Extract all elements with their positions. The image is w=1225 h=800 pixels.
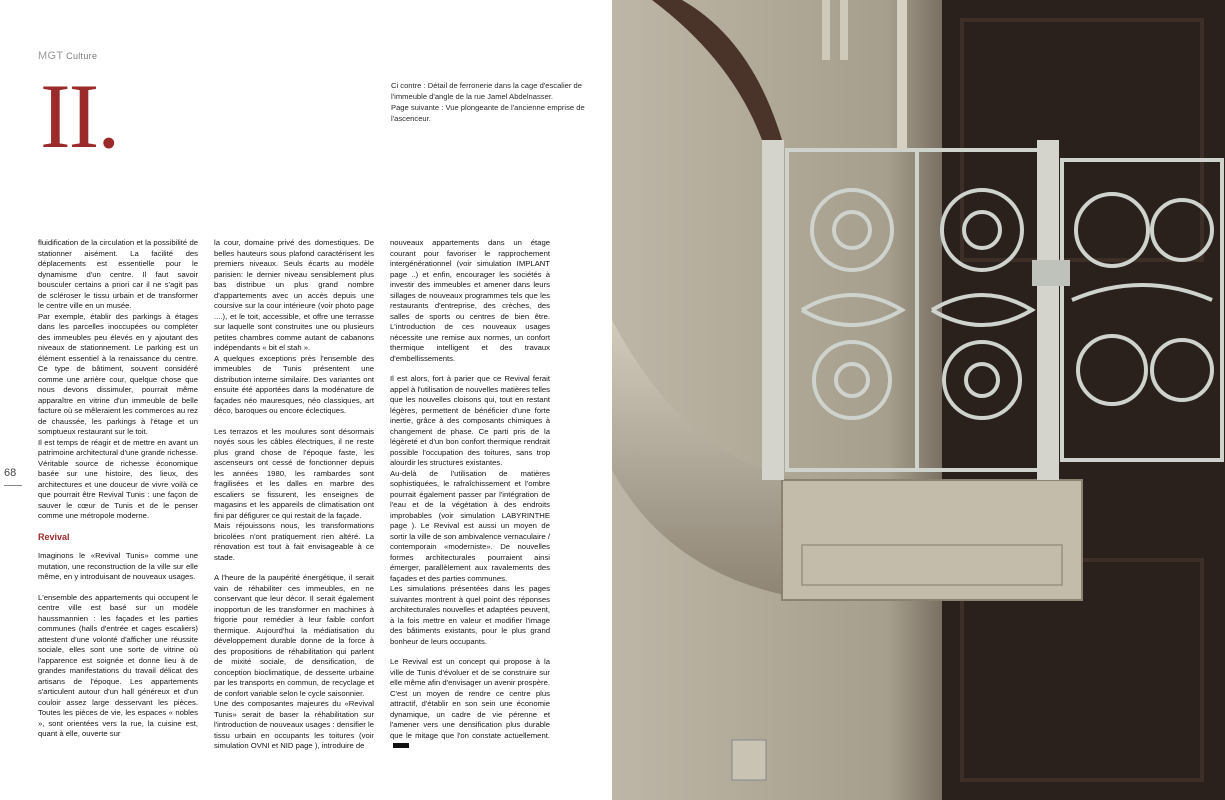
gas-meter bbox=[732, 740, 766, 780]
magazine-header bbox=[38, 50, 97, 62]
chapter-number: II. bbox=[40, 65, 119, 167]
caption-line-2: Page suivante : Vue plongeante de l'ancienne emprise de l'ascenceur. bbox=[391, 103, 585, 123]
paragraph: A l'heure de la paupérité énergétique, il serait vain de réhabiliter ces immeubles, en ne conservant que leur décor. Il serait également inopportun de les transformer en machines à frigorie pour remédier à leur faible confort thermique. Aujourd'hui la médiatisation du développement durable donne de la force à des propositions de réhabilitation qui parlent de mixité sociale, de densification, de conception bioclimatique, de desserte urbaine par les transports en commun, de recyclage et de confort variable selon le cycle saisonnier. bbox=[214, 573, 374, 698]
closing-paragraph: Le Revival est un concept qui propose à la ville de Tunis d'évoluer et de se construire sur elle même afin d'envisager un avenir prospère. C'est un moyen de rendre ce centre plus attractif, d'établir en son sein une économie dynamique, un cadre de vie pérenne et l'amener vers une densification plus durable que le mitage que l'on constate actuellement. bbox=[390, 657, 550, 740]
page-number-rule bbox=[4, 485, 22, 486]
text-column-2 bbox=[214, 238, 374, 752]
paragraph bbox=[390, 657, 550, 752]
gate-latch bbox=[1032, 260, 1070, 286]
photo-ironwork-staircase bbox=[612, 0, 1225, 800]
text-column-3 bbox=[390, 238, 550, 752]
paragraph: Par exemple, établir des parkings à étages dans les parcelles inoccupées ou compléter des immeubles peu élevés en y ajoutant des niveaux de stationnement. Le parking est un élément essentiel à la renaissance du centre. Ce type de bâtiment, souvent considéré comme une arrière cour, quelque chose que nous devons dissimuler, pourrait même apparaître en vitrine d'un immeuble de belle facture où se mêleraient les commerces au rez de chaussée, les parkings à l'étage et un somptueux restaurant sur le toit. bbox=[38, 311, 198, 436]
railing-post bbox=[762, 140, 784, 480]
paragraph: Les terrazos et les moulures sont désormais noyés sous les câbles électriques, il ne reste plus grand chose de l'époque faste, les ascenseurs ont cessé de fonctionner depuis les années 1980, les rambardes sont fragilisées et les dalles en marbre des escaliers se fissurent, les enseignes de magasins et les appareils de climatisation ont fini par défigurer ce qui restait de la façade. bbox=[214, 426, 374, 520]
photo-illustration bbox=[612, 0, 1225, 800]
text-column-1 bbox=[38, 238, 198, 740]
paragraph: Il est temps de réagir et de mettre en avant un patrimoine architectural d'une grande richesse. Véritable source de richesse économique basée sur une histoire, des lieux, des architectures et une douceur de vivre voilà ce que pourrait être Revival Tunis : une façon de sauver le cœur de Tunis et de le penser comme une métropole moderne. bbox=[38, 437, 198, 520]
paragraph: Au-delà de l'utilisation de matières sophistiquées, le rafraîchissement et l'ombre pourrait également passer par l'intégration de l'eau et de la végétation à des endroits improbables (voir simulation LABYRINTHE page ). Le Revival est aussi un moyen de sortir la ville de son ambivalence vernaculaire / contemporain «moderniste». De nouvelles formes architecturales pourraient ainsi émerger, parallèlement aux ravalements des façades et des parties communes. bbox=[390, 468, 550, 583]
paragraph: Une des composantes majeures du «Revival Tunis» serait de baser la réhabilitation sur l'introduction de nouveaux usages : densifier le tissu urbain en occupants les toitures (voir simulation OVNI et NID page ), introduire de bbox=[214, 699, 374, 750]
end-of-article-mark bbox=[393, 743, 409, 748]
brand-logo: MGT bbox=[38, 50, 64, 62]
paragraph: A quelques exceptions près l'ensemble des immeubles de Tunis présentent une distribution interne similaire. Des variantes ont ensuite été apportées dans la modénature de façades néo mauresques, néo classiques, art déco, baroques ou encore éclectiques. bbox=[214, 353, 374, 415]
paragraph: la cour, domaine privé des domestiques. De belles hauteurs sous plafond caractérisent les premiers niveaux. Seuls écarts au modèle parisien: le dernier niveau sensiblement plus bas distribue un plus grand nombre d'appartements avec un accès depuis une coursive sur la cour intérieure (voir photo page ....), et le toit, accessible, et offre une terrasse sur laquelle sont construites une ou plusieurs petites chambres comme autant de cabanons indépendants « bit el stah ». bbox=[214, 238, 374, 352]
paragraph: Les simulations présentées dans les pages suivantes montrent à quel point des réponses architecturales nouvelles et adaptées peuvent, à la fois mettre en valeur et modifier l'image des bâtiments existants, pour le plus grand bonheur de leurs occupants. bbox=[390, 584, 550, 646]
paragraph: nouveaux appartements dans un étage courant pour favoriser le rapprochement intergénérationnel (voir simulation IMPLANT page ..) et enfin, encourager les sociétés à investir des immeubles et amener dans leurs sillages de nouveaux programmes tels que les restaurants d'entreprise, des crèches, des salles de sports ou centres de bien être. L'introduction de ces nouveaux usages nécessite une remise aux normes, un confort thermique intelligent et des travaux d'embellissements. bbox=[390, 238, 550, 363]
paragraph: L'ensemble des appartements qui occupent le centre ville est basé sur un modèle haussmannien : les façades et les parties communes (halls d'entrée et cages escaliers) attestent d'une volonté d'afficher une réussite sociale, elles sont une sorte de vitrine où l'apparence est soignée et donne lieu à de grandes manifestations du travail délicat des artisans de l'époque. Les appartements s'articulent autour d'un hall généreux et d'un couloir assez large desservant les pièces. Toutes les pièces de vie, les espaces « nobles », sont orientées vers la rue, la cuisine est, quant à elle, ouverte sur bbox=[38, 592, 198, 738]
railing-post bbox=[1037, 140, 1059, 480]
paragraph: Il est alors, fort à parier que ce Revival ferait appel à l'utilisation de nouvelles matières telles que les nouvelles cloisons qui, tout en restant légères, permettent de bénéficier d'une forte inertie, grâce à des composants chimiques à changement de phase. Ce parti pris de la légèreté et d'un bon confort thermique rendrait possible l'occupation des toitures, sans trop alourdir les structures existantes. bbox=[390, 374, 550, 467]
photo-caption bbox=[391, 80, 591, 124]
caption-line-1: Ci contre : Détail de ferronerie dans la cage d'escalier de l'immeuble d'angle de la rue Jamel Abdelnasser. bbox=[391, 81, 582, 101]
paragraph: fluidification de la circulation et la possibilité de stationner aisément. La facilité des déplacements est essentielle pour le dynamisme d'un centre. Il faut savoir bousculer certains a priori car il ne s'agit pas de scléroser le tissu urbain et de transformer le centre ville en un musée. bbox=[38, 238, 198, 310]
section-label: Culture bbox=[66, 51, 98, 61]
paragraph: Mais réjouissons nous, les transformations bricolées n'ont pratiquement rien altéré. La rénovation est tout à fait envisageable à ce stade. bbox=[214, 521, 374, 562]
page-number: 68 bbox=[4, 467, 17, 479]
paragraph: Imaginons le «Revival Tunis» comme une mutation, une reconstruction de la ville sur elle même, en y introduisant de nouveaux usages. bbox=[38, 551, 198, 581]
left-page bbox=[0, 0, 612, 800]
section-subheading: Revival bbox=[38, 531, 70, 542]
